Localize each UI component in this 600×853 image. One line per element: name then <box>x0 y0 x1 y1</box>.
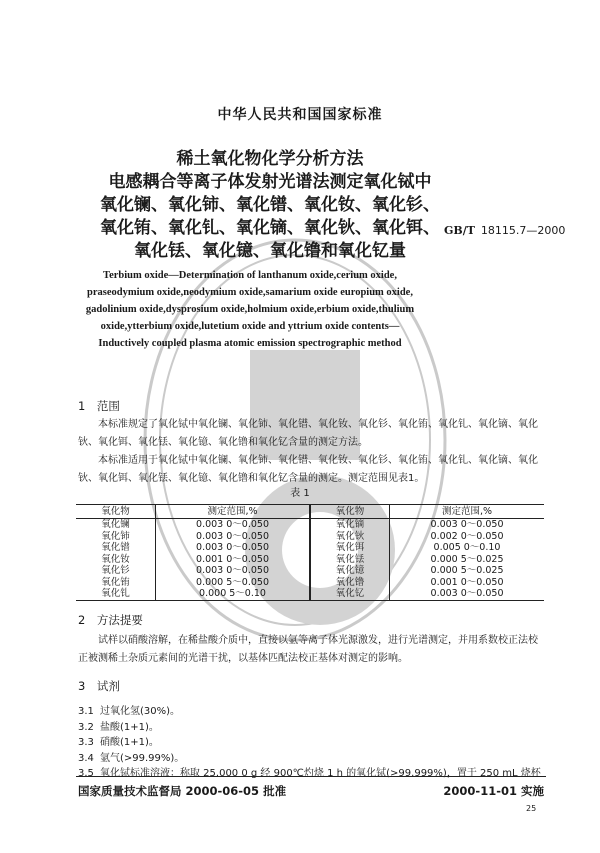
title-line: 氧化镧、氧化铈、氧化镨、氧化钕、氧化钐、 <box>100 195 440 215</box>
document-title <box>60 148 480 263</box>
title-line: 氧化铕、氧化钆、氧化镝、氧化钬、氧化铒、 <box>100 218 440 238</box>
standard-prefix: GB/T <box>444 224 475 237</box>
reagent-item <box>78 718 159 733</box>
oxide-cell: 氧化镝 <box>310 519 390 531</box>
header-range: 测定范围,% <box>390 505 544 519</box>
page-number: 25 <box>526 804 537 813</box>
reagent-text: 氩气(>99.99%)。 <box>100 752 185 764</box>
table-row <box>76 577 544 589</box>
section-1-heading: 1 范围 <box>78 399 120 413</box>
range-cell: 0.005 0～0.10 <box>390 542 544 554</box>
english-title-line: oxide,ytterbium oxide,lutetium oxide and yttrium oxide contents— <box>100 321 400 332</box>
range-cell: 0.001 0～0.050 <box>156 554 310 566</box>
english-title <box>70 267 430 352</box>
title-line: 电感耦合等离子体发射光谱法测定氧化铽中 <box>108 172 432 192</box>
oxide-cell: 氧化钕 <box>101 553 130 565</box>
standard-number <box>444 224 565 237</box>
title-line: 稀土氧化物化学分析方法 <box>176 149 364 169</box>
reagent-item <box>78 702 180 717</box>
range-cell: 0.003 0～0.050 <box>156 542 310 554</box>
range-cell: 0.001 0～0.050 <box>390 577 544 589</box>
header-oxide: 氧化物 <box>310 505 390 519</box>
table-row <box>76 554 544 566</box>
range-cell: 0.003 0～0.050 <box>156 519 310 531</box>
reagent-number: 3.5 <box>78 768 94 779</box>
footer-divider <box>76 776 546 777</box>
table-row <box>76 531 544 543</box>
section-2-heading: 2 方法提要 <box>78 613 143 627</box>
table-header-row <box>76 505 544 519</box>
english-title-line: Terbium oxide—Determination of lanthanum oxide,cerium oxide, <box>103 270 397 281</box>
scope-paragraph: 本标准规定了氧化铽中氧化镧、氧化铈、氧化镨、氧化钕、氧化钐、氧化铕、氧化钆、氧化镝、氧化钬、氧化铒、氧化铥、氧化镱、氧化镥和氧化钇含量的测定方法。 <box>78 419 538 448</box>
approval-date: 国家质量技术监督局 2000-06-05 批准 <box>78 784 287 798</box>
oxide-cell: 氧化镥 <box>310 577 390 589</box>
method-summary-paragraph: 试样以硝酸溶解，在稀盐酸介质中，直接以氩等离子体光源激发，进行光谱测定，并用系数校正法校正被测稀土杂质元素间的光谱干扰，以基体匹配法校正基体对测定的影响。 <box>78 635 538 664</box>
implementation-date: 2000-11-01 实施 <box>443 784 544 798</box>
table-row <box>76 588 544 600</box>
table-row <box>76 519 544 531</box>
reagent-number: 3.1 <box>78 706 94 717</box>
reagent-item <box>78 733 159 748</box>
oxide-cell: 氧化钐 <box>101 565 130 576</box>
oxide-cell: 氧化铈 <box>101 530 130 542</box>
standard-code: 18115.7—2000 <box>480 224 566 237</box>
english-title-line: Inductively coupled plasma atomic emission spectrographic method <box>98 338 402 349</box>
oxide-cell: 氧化钆 <box>101 588 130 599</box>
english-title-line: gadolinium oxide,dysprosium oxide,holmium oxide,erbium oxide,thulium <box>85 304 415 315</box>
oxide-cell: 氧化铕 <box>101 576 130 588</box>
reagent-number: 3.3 <box>78 737 94 748</box>
table-caption: 表 1 <box>290 488 310 499</box>
range-cell: 0.000 5～0.025 <box>390 565 544 577</box>
scope-paragraph: 本标准适用于氧化铽中氧化镧、氧化铈、氧化镨、氧化钕、氧化钐、氧化铕、氧化钆、氧化镝、氧化钬、氧化铒、氧化铥、氧化镱、氧化镥和氧化钇含量的测定。测定范围见表1。 <box>78 455 538 484</box>
reagent-text: 过氧化氢(30%)。 <box>100 706 181 717</box>
oxide-cell: 氧化铒 <box>310 542 390 554</box>
range-cell: 0.000 5～0.10 <box>156 588 310 600</box>
table-row <box>76 565 544 577</box>
oxide-cell: 氧化镨 <box>101 542 130 553</box>
header-oxide: 氧化物 <box>76 505 156 519</box>
measurement-range-table <box>76 504 544 601</box>
title-line: 氧化铥、氧化镱、氧化镥和氧化钇量 <box>134 241 406 261</box>
table-row <box>76 542 544 554</box>
reagent-number: 3.2 <box>78 721 94 733</box>
oxide-cell: 氧化钬 <box>310 531 390 543</box>
reagent-item <box>78 749 184 764</box>
section-3-heading: 3 试剂 <box>78 679 120 693</box>
range-cell: 0.000 5～0.025 <box>390 554 544 566</box>
range-cell: 0.003 0～0.050 <box>156 565 310 577</box>
oxide-cell: 氧化铥 <box>310 554 390 566</box>
oxide-cell: 氧化钇 <box>310 588 390 600</box>
reagent-number: 3.4 <box>78 752 94 764</box>
reagent-text: 盐酸(1+1)。 <box>100 721 159 733</box>
range-cell: 0.003 0～0.050 <box>390 519 544 531</box>
range-cell: 0.003 0～0.050 <box>156 531 310 543</box>
national-standard-header: 中华人民共和国国家标准 <box>217 107 383 123</box>
range-cell: 0.000 5～0.050 <box>156 577 310 589</box>
reagent-text: 氧化铽标准溶液：称取 25.000 0 g 经 900℃灼烧 1 h 的氧化铽(>99.999%)，置于 250 mL 烧杯 <box>100 768 541 779</box>
range-cell: 0.003 0～0.050 <box>390 588 544 600</box>
reagent-text: 硝酸(1+1)。 <box>100 737 159 748</box>
range-cell: 0.002 0～0.050 <box>390 531 544 543</box>
oxide-cell: 氧化镧 <box>101 519 130 530</box>
english-title-line: praseodymium oxide,neodymium oxide,samarium oxide europium oxide, <box>87 287 413 298</box>
header-range: 测定范围,% <box>156 505 310 519</box>
oxide-cell: 氧化镱 <box>310 565 390 577</box>
